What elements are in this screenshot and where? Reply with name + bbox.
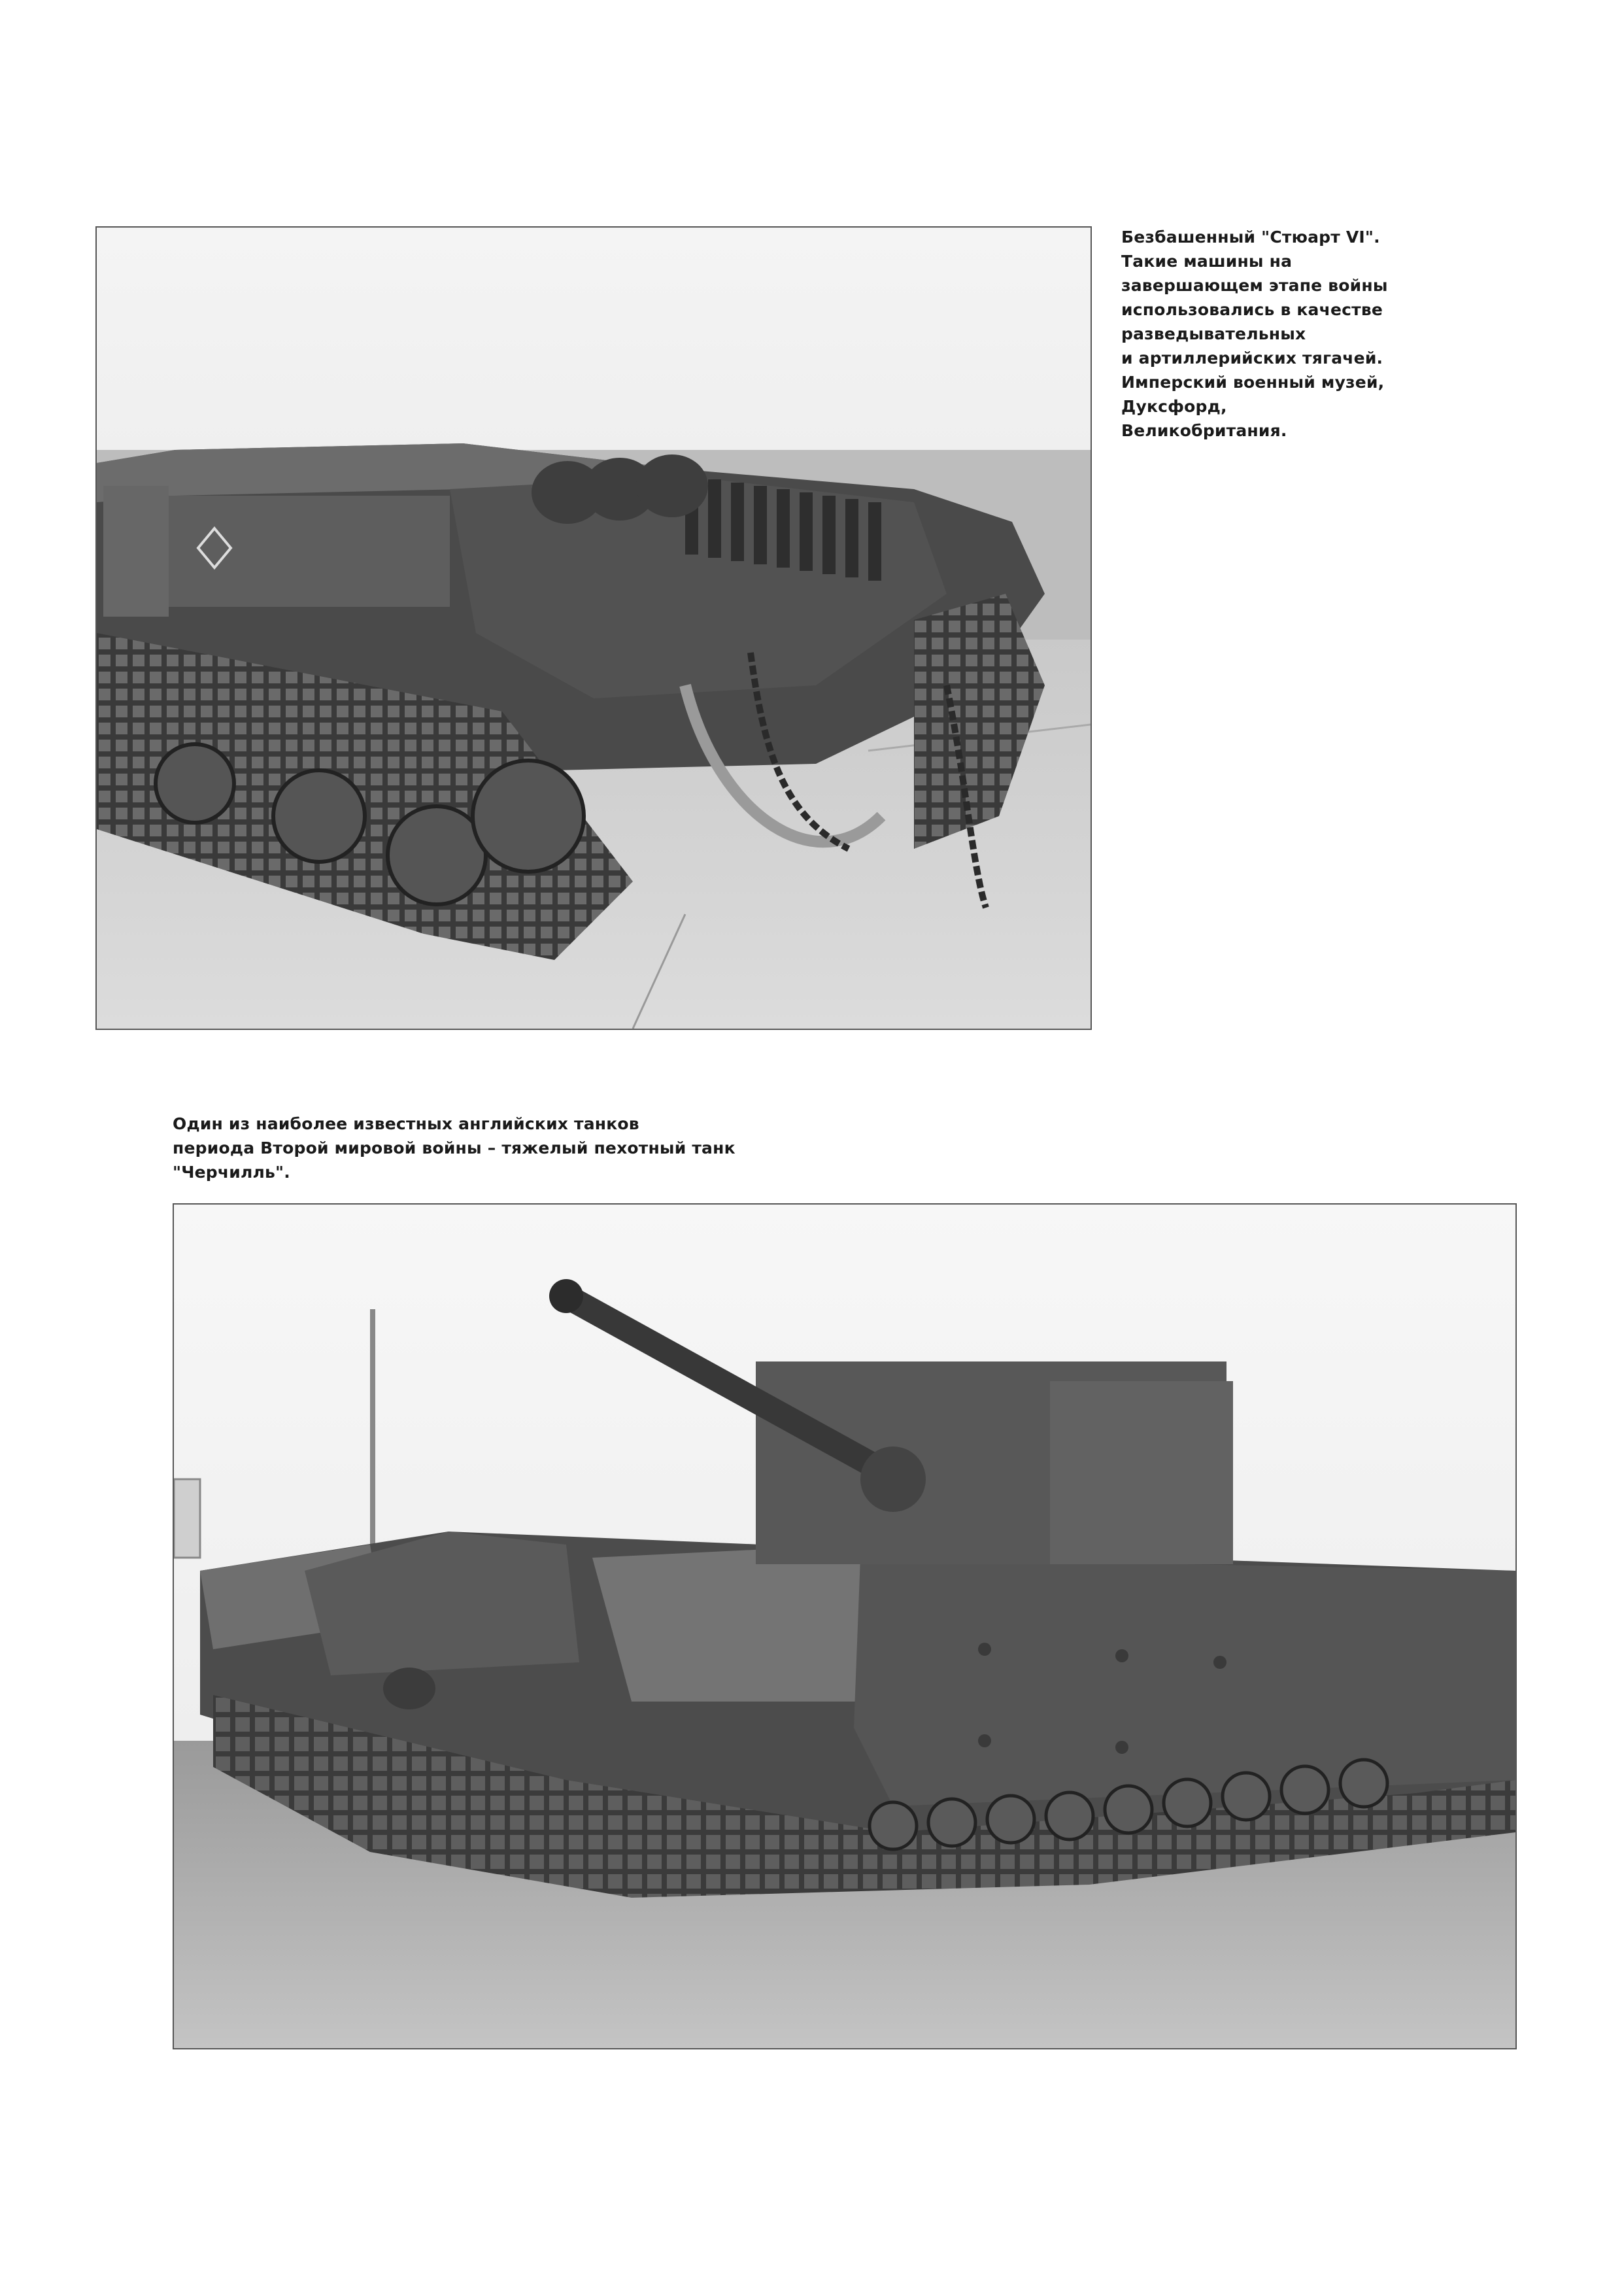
caption-line: Имперский военный музей, xyxy=(1121,373,1385,392)
caption-line: Великобритания. xyxy=(1121,421,1287,440)
stuart-photo-caption xyxy=(1121,225,1461,443)
caption-line: Безбашенный "Стюарт VI". xyxy=(1121,228,1380,247)
churchill-photo-caption xyxy=(173,1112,892,1184)
churchill-tank-illustration xyxy=(174,1205,1515,2048)
caption-line: Такие машины на xyxy=(1121,252,1293,271)
churchill-tank-photo xyxy=(173,1203,1517,2049)
caption-line: Один из наиболее известных английских танков xyxy=(173,1114,639,1133)
caption-line: "Черчилль". xyxy=(173,1163,290,1182)
caption-line: использовались в качестве xyxy=(1121,300,1383,319)
caption-line: и артиллерийских тягачей. xyxy=(1121,349,1383,368)
caption-line: периода Второй мировой войны – тяжелый пехотный танк xyxy=(173,1138,736,1157)
stuart-tank-illustration xyxy=(97,228,1091,1029)
stuart-tank-photo xyxy=(95,226,1092,1030)
caption-line: завершающем этапе войны xyxy=(1121,276,1388,295)
caption-line: Дуксфорд, xyxy=(1121,397,1227,416)
caption-line: разведывательных xyxy=(1121,324,1306,343)
